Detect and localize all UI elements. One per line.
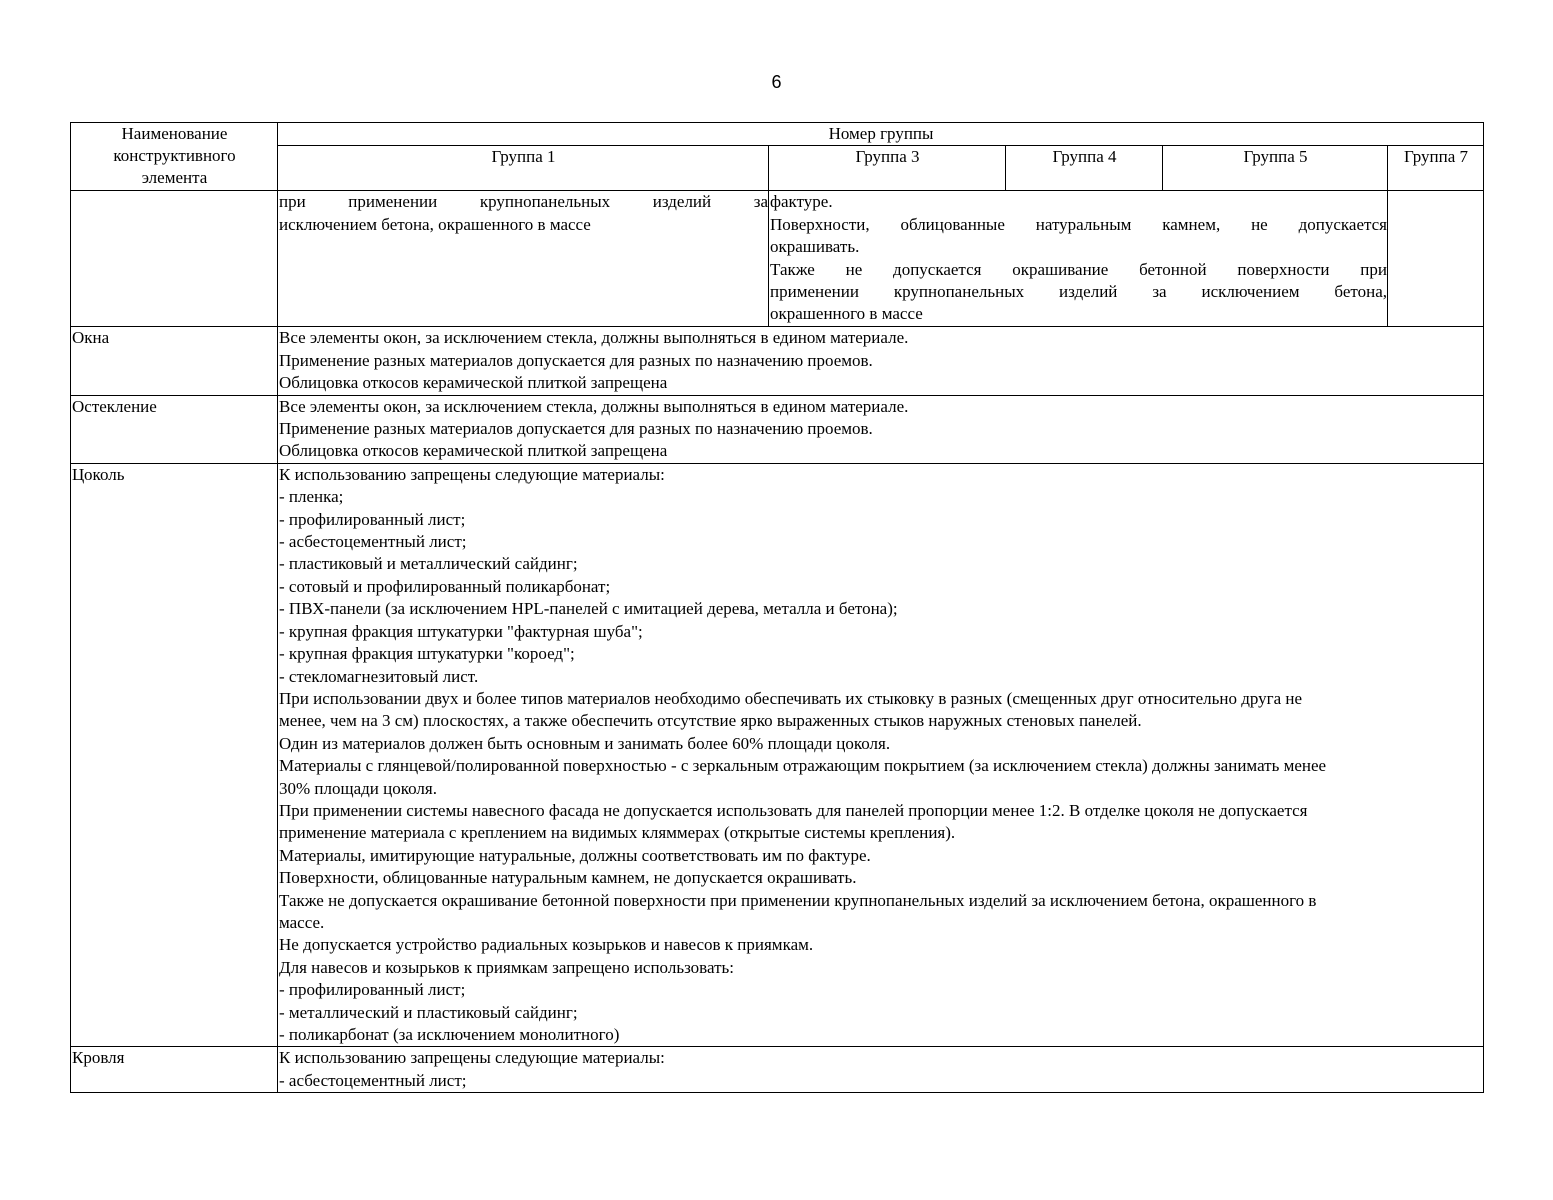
- text-line: - металлический и пластиковый сайдинг;: [279, 1002, 578, 1022]
- text-line: окрашенного в массе: [770, 304, 923, 324]
- text-line: Также не допускается окрашивание бетонной поверхности при: [770, 259, 1387, 279]
- text-line: применении крупнопанельных изделий за исключением бетона,: [770, 282, 1387, 302]
- text-line: Применение разных материалов допускается для разных по назначению проемов.: [279, 350, 873, 370]
- text-line: 30% площади цоколя.: [279, 778, 437, 798]
- page-number: 6: [771, 72, 782, 92]
- continuation-groups345-cell: [769, 191, 1388, 327]
- continuation-group7-cell: [1388, 191, 1484, 327]
- text-line: - профилированный лист;: [279, 509, 466, 529]
- element-requirements: [278, 1047, 1484, 1093]
- text-line: - крупная фракция штукатурки "фактурная шуба";: [279, 621, 643, 641]
- header-name-line: конструктивного: [113, 146, 236, 165]
- element-requirements: [278, 395, 1484, 463]
- header-name-line: Наименование: [121, 124, 228, 143]
- text-line: применение материала с креплением на видимых кляммерах (открытые системы крепления).: [279, 823, 956, 843]
- text-line: К использованию запрещены следующие материалы:: [279, 1048, 665, 1068]
- text-line: Облицовка откосов керамической плиткой запрещена: [279, 373, 668, 393]
- continuation-group1-cell: [278, 191, 769, 327]
- text-line: Для навесов и козырьков к приямкам запрещено использовать:: [279, 957, 734, 977]
- header-group-5: Группа 5: [1163, 146, 1388, 191]
- text-line: Все элементы окон, за исключением стекла, должны выполняться в едином материале.: [279, 328, 909, 348]
- header-group-4: Группа 4: [1006, 146, 1163, 191]
- header-group-number: Номер группы: [278, 123, 1484, 146]
- element-name: Остекление: [71, 395, 278, 463]
- text-line: массе.: [279, 912, 325, 932]
- text-line: - стекломагнезитовый лист.: [279, 666, 479, 686]
- row-krovlya: [71, 1047, 1484, 1093]
- text-line: фактуре.: [770, 192, 833, 212]
- text-line: - сотовый и профилированный поликарбонат;: [279, 576, 611, 596]
- row-okna: [71, 327, 1484, 395]
- element-requirements: [278, 327, 1484, 395]
- text-line: при применении крупнопанельных изделий за: [279, 192, 768, 212]
- continuation-row: [71, 191, 1484, 327]
- header-group-3: Группа 3: [769, 146, 1006, 191]
- header-element-name: [71, 123, 278, 191]
- continuation-name-cell: [71, 191, 278, 327]
- text-line: При использовании двух и более типов материалов необходимо обеспечивать их стыковку в разных (смещенных друг относительно друга не: [279, 688, 1303, 708]
- text-line: К использованию запрещены следующие материалы:: [279, 464, 665, 484]
- text-line: Поверхности, облицованные натуральным камнем, не допускается: [770, 214, 1387, 234]
- text-line: - асбестоцементный лист;: [279, 532, 467, 552]
- text-line: Облицовка откосов керамической плиткой запрещена: [279, 441, 668, 461]
- requirements-table: [70, 122, 1484, 1093]
- row-osteklenie: [71, 395, 1484, 463]
- text-line: Все элементы окон, за исключением стекла, должны выполняться в едином материале.: [279, 396, 909, 416]
- text-line: Поверхности, облицованные натуральным камнем, не допускается окрашивать.: [279, 868, 857, 888]
- text-line: При применении системы навесного фасада не допускается использовать для панелей пропорции менее 1:2. В отделке цоколя не допускается: [279, 800, 1308, 820]
- element-name: Окна: [71, 327, 278, 395]
- text-line: Материалы, имитирующие натуральные, должны соответствовать им по фактуре.: [279, 845, 871, 865]
- text-line: - пластиковый и металлический сайдинг;: [279, 554, 578, 574]
- text-line: - поликарбонат (за исключением монолитного): [279, 1025, 620, 1044]
- header-group-1: Группа 1: [278, 146, 769, 191]
- row-tsokol: [71, 463, 1484, 1047]
- text-line: менее, чем на 3 см) плоскостях, а также обеспечить отсутствие ярко выраженных стыков наружных стеновых панелей.: [279, 711, 1142, 731]
- header-name-line: элемента: [141, 168, 208, 187]
- text-line: Применение разных материалов допускается для разных по назначению проемов.: [279, 419, 873, 439]
- text-line: Также не допускается окрашивание бетонной поверхности при применении крупнопанельных изделий за исключением бетона, окрашенного в: [279, 890, 1317, 910]
- header-row-1: [71, 123, 1484, 146]
- element-name: Цоколь: [71, 463, 278, 1047]
- text-line: - профилированный лист;: [279, 980, 466, 1000]
- text-line: - асбестоцементный лист;: [279, 1070, 467, 1090]
- text-line: Не допускается устройство радиальных козырьков и навесов к приямкам.: [279, 935, 814, 955]
- header-row-2: [71, 146, 1484, 191]
- text-line: окрашивать.: [770, 237, 860, 257]
- text-line: - крупная фракция штукатурки "короед";: [279, 644, 575, 664]
- header-group-7: Группа 7: [1388, 146, 1484, 191]
- text-line: Материалы с глянцевой/полированной поверхностью - с зеркальным отражающим покрытием (за исключением стекла) должны занимать менее: [279, 756, 1327, 776]
- element-name: Кровля: [71, 1047, 278, 1093]
- text-line: - ПВХ-панели (за исключением HPL-панелей с имитацией дерева, металла и бетона);: [279, 599, 898, 619]
- text-line: Один из материалов должен быть основным и занимать более 60% площади цоколя.: [279, 733, 891, 753]
- text-line: исключением бетона, окрашенного в массе: [279, 214, 591, 234]
- text-line: - пленка;: [279, 487, 344, 507]
- element-requirements: [278, 463, 1484, 1047]
